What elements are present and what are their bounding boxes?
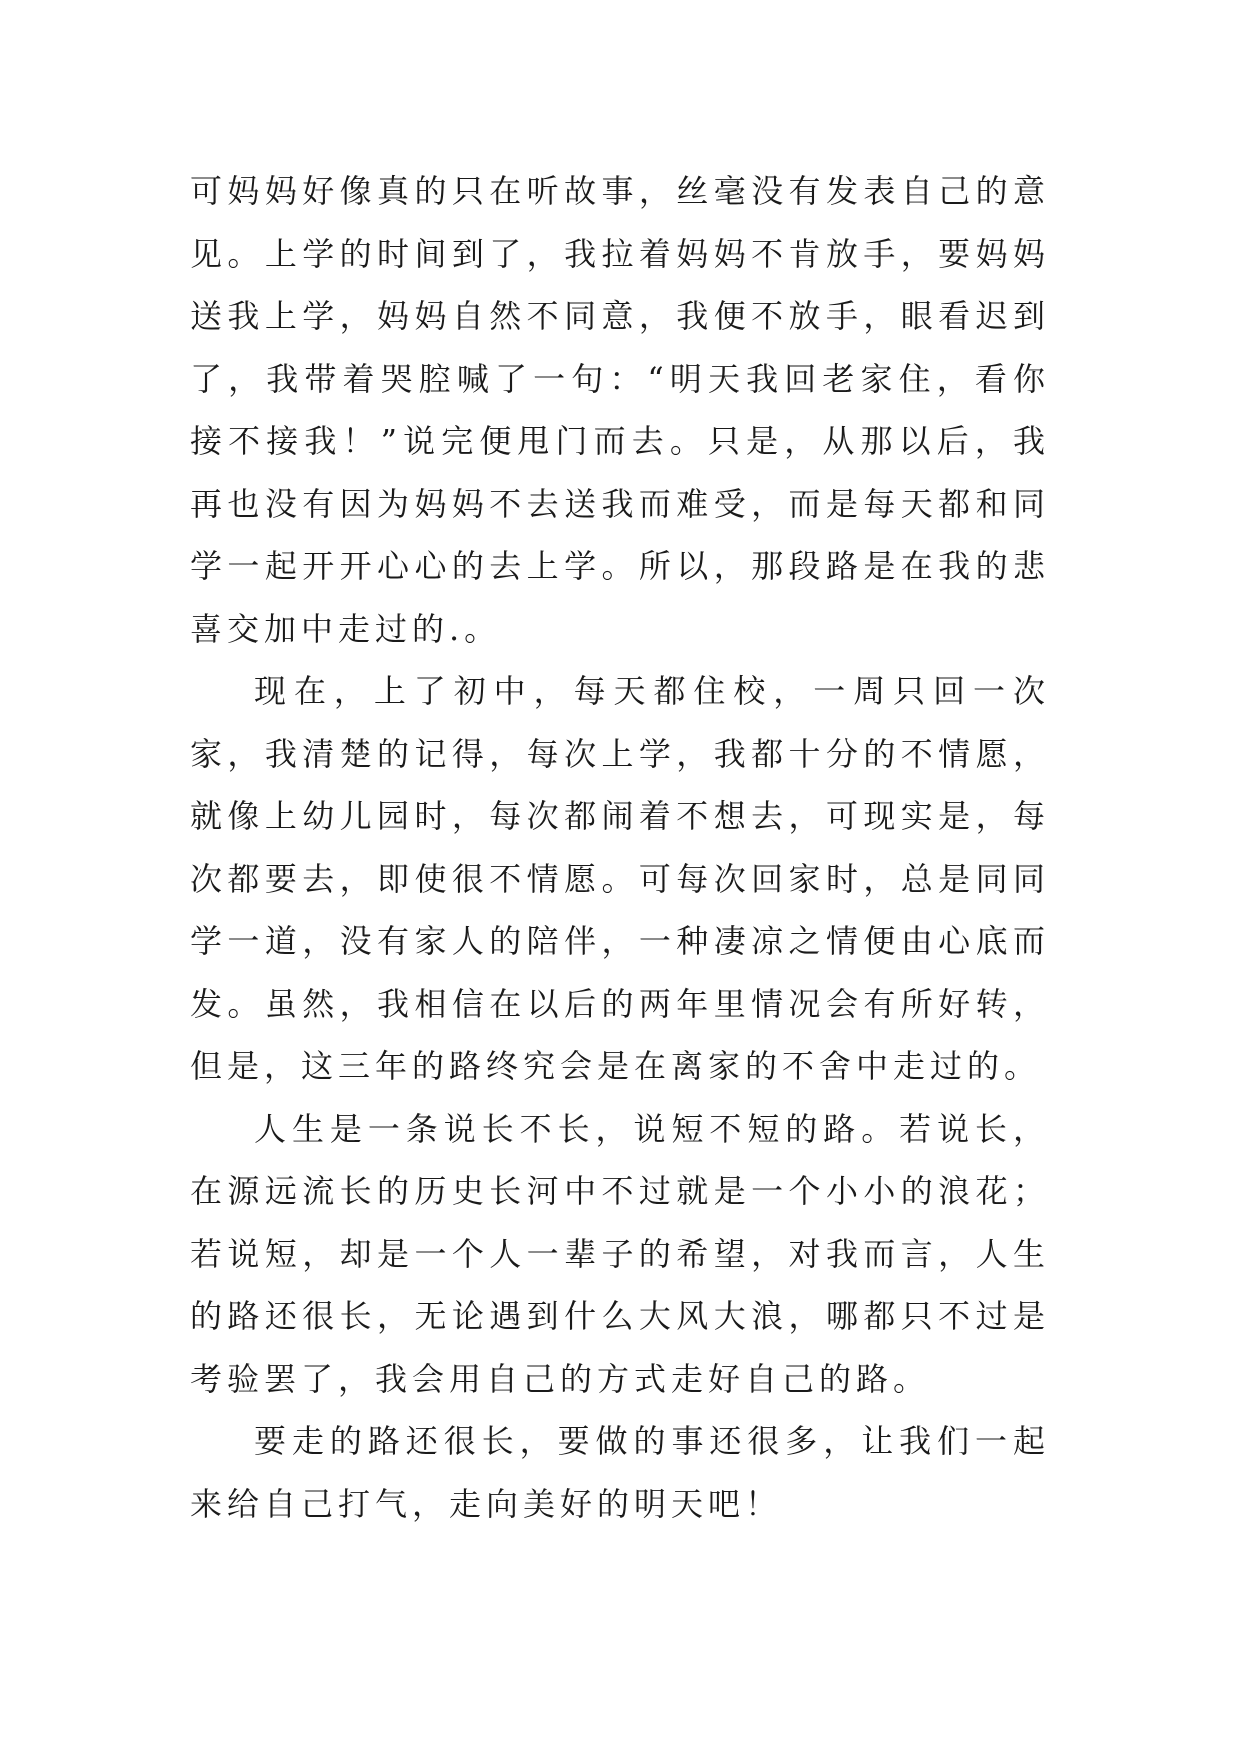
paragraph-3: 人生是一条说长不长，说短不短的路。若说长，在源远流长的历史长河中不过就是一个小小的浪花；若说短，却是一个人一辈子的希望，对我而言，人生的路还很长，无论遇到什么大风大浪，哪都只不过是考验罢了，我会用自己的方式走好自己的路。 bbox=[190, 1109, 1050, 1398]
paragraph-1: 可妈妈好像真的只在听故事，丝毫没有发表自己的意见。上学的时间到了，我拉着妈妈不肯放手，要妈妈送我上学，妈妈自然不同意，我便不放手，眼看迟到了，我带着哭腔喊了一句：“明天我回老家住，看你接不接我！”说完便甩门而去。只是，从那以后，我再也没有因为妈妈不去送我而难受，而是每天都和同学一起开开心心的去上学。所以，那段路是在我的悲喜交加中走过的.。 bbox=[190, 172, 1050, 648]
paragraph-2: 现在，上了初中，每天都住校，一周只回一次家，我清楚的记得，每次上学，我都十分的不情愿，就像上幼儿园时，每次都闹着不想去，可现实是，每次都要去，即使很不情愿。可每次回家时，总是同同学一道，没有家人的陪伴，一种凄凉之情便由心底而发。虽然，我相信在以后的两年里情况会有所好转，但是，这三年的路终究会是在离家的不舍中走过的。 bbox=[190, 672, 1050, 1085]
body-text bbox=[190, 160, 1050, 1535]
paragraph-4: 要走的路还很长，要做的事还很多，让我们一起来给自己打气，走向美好的明天吧！ bbox=[190, 1422, 1050, 1523]
